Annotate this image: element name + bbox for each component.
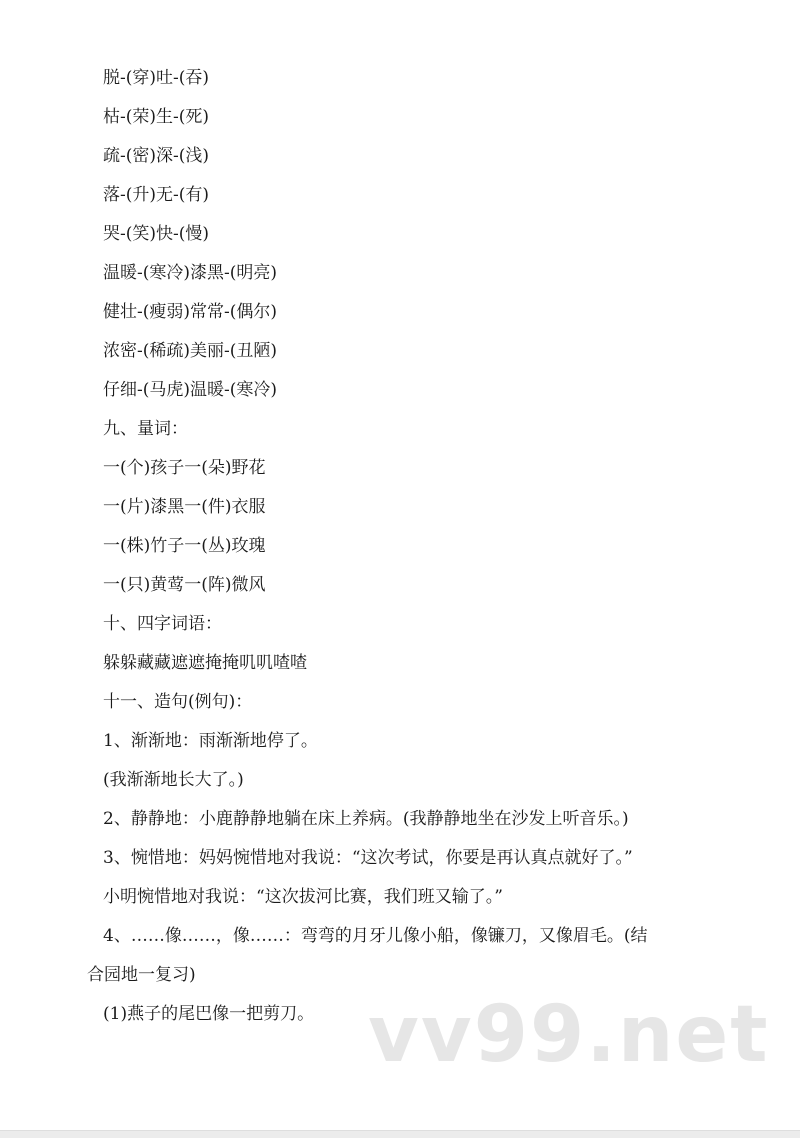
text-line: 哭-(笑)快-(慢): [103, 224, 210, 244]
section-heading: 九、量词：: [103, 419, 188, 439]
text-line: 枯-(荣)生-(死): [103, 107, 210, 127]
text-line: 一(片)漆黑一(件)衣服: [103, 497, 266, 517]
watermark-logo: vv99.net: [368, 990, 770, 1080]
text-line: 脱-(穿)吐-(吞): [103, 68, 210, 88]
text-line: 浓密-(稀疏)美丽-(丑陋): [103, 341, 278, 361]
text-line: (1)燕子的尾巴像一把剪刀。: [103, 1004, 315, 1024]
text-line: 温暖-(寒冷)漆黑-(明亮): [103, 263, 278, 283]
text-line: 躲躲藏藏遮遮掩掩叽叽喳喳: [103, 653, 307, 673]
text-line: 一(个)孩子一(朵)野花: [103, 458, 266, 478]
text-line: 仔细-(马虎)温暖-(寒冷): [103, 380, 278, 400]
text-line: 1、渐渐地：雨渐渐地停了。: [103, 731, 318, 751]
text-line: 2、静静地：小鹿静静地躺在床上养病。(我静静地坐在沙发上听音乐。): [103, 809, 629, 829]
text-line: 4、……像……，像……：弯弯的月牙儿像小船，像镰刀，又像眉毛。(结: [103, 926, 648, 946]
text-line: 一(只)黄莺一(阵)微风: [103, 575, 266, 595]
text-line: 疏-(密)深-(浅): [103, 146, 210, 166]
section-heading: 十、四字词语：: [103, 614, 222, 634]
text-line: 小明惋惜地对我说：“这次拔河比赛，我们班又输了。”: [103, 887, 503, 907]
section-heading: 十一、造句(例句)：: [103, 692, 253, 712]
text-line: 3、惋惜地：妈妈惋惜地对我说：“这次考试，你要是再认真点就好了。”: [103, 848, 633, 868]
text-line: (我渐渐地长大了。): [103, 770, 244, 790]
text-line: 健壮-(瘦弱)常常-(偶尔): [103, 302, 278, 322]
text-line: 落-(升)无-(有): [103, 185, 210, 205]
text-line: 合园地一复习): [87, 965, 196, 985]
text-line: 一(株)竹子一(丛)玫瑰: [103, 536, 266, 556]
